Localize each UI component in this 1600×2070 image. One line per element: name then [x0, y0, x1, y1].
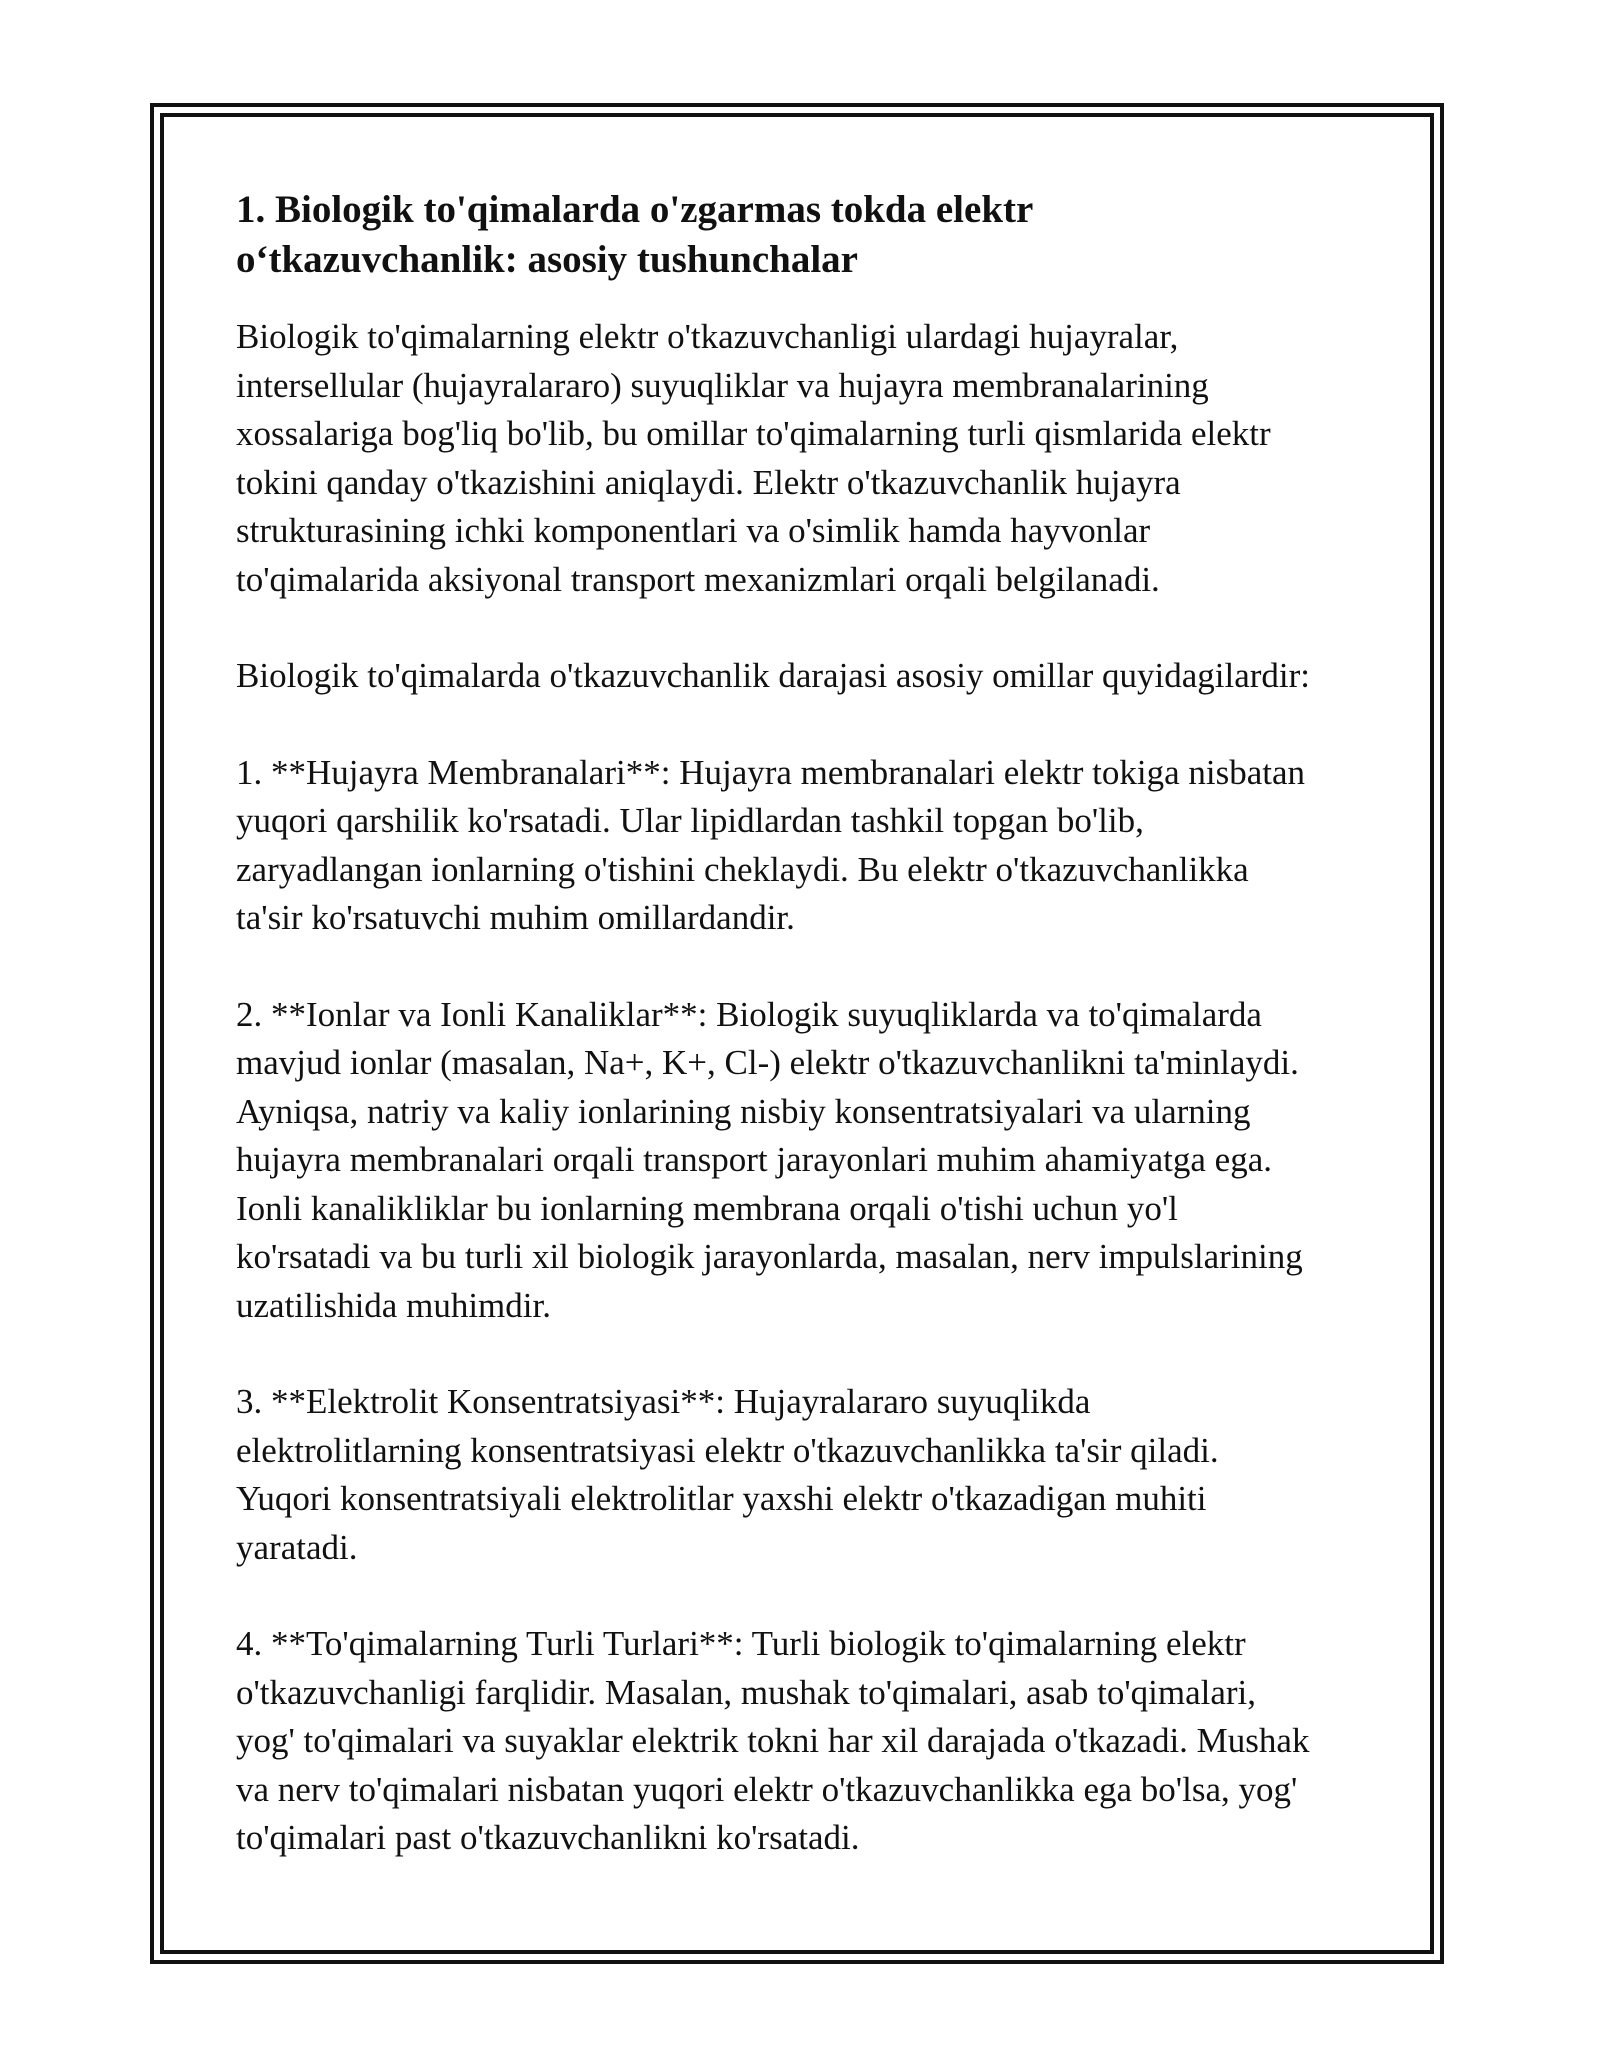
document-body — [236, 185, 1386, 1911]
factor-cell-membranes-paragraph: 1. **Hujayra Membranalari**: Hujayra membranalari elektr tokiga nisbatan yuqori qarshilik ko'rsatadi. Ular lipidlardan tashkil topgan bo'lib, zaryadlangan ionlarning o'tishini cheklaydi. Bu elektr o'tkazuvchanlikka ta'sir ko'rsatuvchi muhim omillardandir. — [236, 752, 1306, 937]
factors-lead-paragraph: Biologik to'qimalarda o'tkazuvchanlik darajasi asosiy omillar quyidagilardir: — [236, 656, 1311, 695]
factor-ions-channels-paragraph: 2. **Ionlar va Ionli Kanaliklar**: Biologik suyuqliklarda va to'qimalarda mavjud ionlar (masalan, Na+, K+, Cl-) elektr o'tkazuvchanlikni ta'minlaydi. Ayniqsa, natriy va kaliy ionlarining nisbiy konsentratsiyalari va ularning hujayra membranalari orqali transport jarayonlari muhim ahamiyatga ega. Ionli kanalikliklar bu ionlarning membrana orqali o'tishi uchun yo'l ko'rsatadi va bu turli xil biologik jarayonlarda, masalan, nerv impulslarining uzatilishida muhimdir. — [236, 994, 1303, 1325]
intro-paragraph: Biologik to'qimalarning elektr o'tkazuvchanligi ulardagi hujayralar, intersellular (hujayralararo) suyuqliklar va hujayra membranalarining xossalariga bog'liq bo'lib, bu omillar to'qimalarning turli qismlarida elektr tokini qanday o'tkazishini aniqlaydi. Elektr o'tkazuvchanlik hujayra strukturasining ichki komponentlari va o'simlik hamda hayvonlar to'qimalarida aksiyonal transport mexanizmlari orqali belgilanadi. — [236, 317, 1271, 599]
factor-electrolyte-concentration-paragraph: 3. **Elektrolit Konsentratsiyasi**: Hujayralararo suyuqlikda elektrolitlarning konsentratsiyasi elektr o'tkazuvchanlikka ta'sir qiladi. Yuqori konsentratsiyali elektrolitlar yaxshi elektr o'tkazadigan muhiti yaratadi. — [236, 1382, 1219, 1567]
factor-tissue-types-paragraph: 4. **To'qimalarning Turli Turlari**: Turli biologik to'qimalarning elektr o'tkazuvchanligi farqlidir. Masalan, mushak to'qimalari, asab to'qimalari, yog' to'qimalari va suyaklar elektrik tokni har xil darajada o'tkazadi. Mushak va nerv to'qimalari nisbatan yuqori elektr o'tkazuvchanlikka ega bo'lsa, yog' to'qimalari past o'tkazuvchanlikni ko'rsatadi. — [236, 1624, 1310, 1857]
section-title: 1. Biologik to'qimalarda o'zgarmas tokda elektr o‘tkazuvchanlik: asosiy tushunchalar — [236, 188, 1034, 281]
